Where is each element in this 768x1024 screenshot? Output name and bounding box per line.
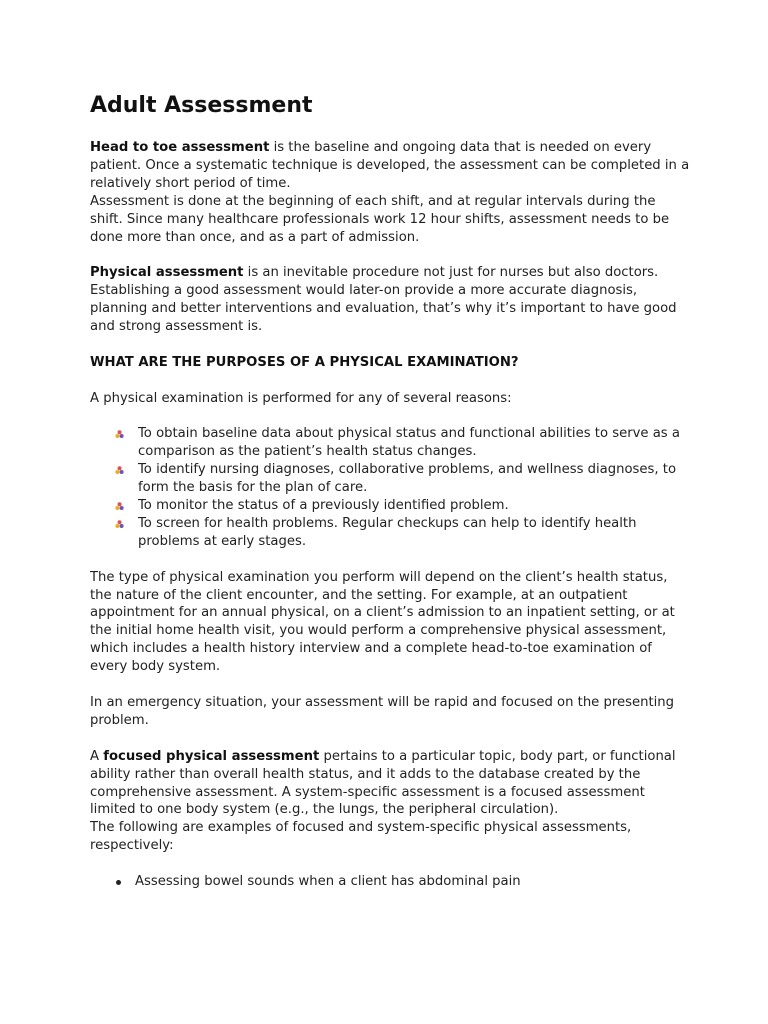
flower-bullet-icon bbox=[115, 520, 124, 529]
reason-text: To obtain baseline data about physical status and functional abilities to serve as a comparison as the patient’s health status changes. bbox=[138, 426, 680, 460]
section-heading: WHAT ARE THE PURPOSES OF A PHYSICAL EXAMINATION? bbox=[90, 354, 519, 370]
flower-bullet-icon bbox=[115, 466, 124, 475]
focused-pre: A bbox=[90, 748, 104, 764]
intro-lead: Head to toe assessment bbox=[90, 140, 270, 155]
bullet-dot-icon bbox=[116, 880, 121, 885]
example-item-1 bbox=[90, 873, 690, 891]
intro-paragraph bbox=[90, 139, 690, 193]
example-text: Assessing bowel sounds when a client has abdominal pain bbox=[135, 874, 521, 890]
reason-item-4 bbox=[90, 515, 690, 551]
reason-item-1 bbox=[90, 425, 690, 461]
focused-lead: focused physical assessment bbox=[103, 748, 320, 764]
reason-text: To screen for health problems. Regular checkups can help to identify health problems at early stages. bbox=[138, 515, 637, 549]
reasons-intro: A physical examination is performed for any of several reasons: bbox=[90, 390, 512, 406]
focused-text: pertains to a particular topic, body part, or functional ability rather than overall health status, and it adds to the database created by the comprehensive assessment. A system-specific assessment is a focused assessment limited to one body system (e.g., the lungs, the peripheral circulation). bbox=[90, 748, 676, 818]
focused-paragraph bbox=[90, 748, 690, 820]
reason-text: To identify nursing diagnoses, collaborative problems, and wellness diagnoses, to form the basis for the plan of care. bbox=[138, 462, 677, 496]
emergency-paragraph: In an emergency situation, your assessment will be rapid and focused on the presenting problem. bbox=[90, 695, 675, 728]
reason-text: To monitor the status of a previously identified problem. bbox=[138, 498, 509, 514]
reason-item-2 bbox=[90, 461, 690, 497]
examples-intro: The following are examples of focused and system-specific physical assessments, respectively: bbox=[90, 820, 632, 854]
flower-bullet-icon bbox=[115, 502, 124, 511]
intro-text: is the baseline and ongoing data that is needed on every patient. Once a systematic technique is developed, the assessment can be completed in a relatively short period of time. bbox=[90, 140, 690, 191]
type-paragraph: The type of physical examination you perform will depend on the client’s health status, the nature of the client encounter, and the setting. For example, at an outpatient appointment for an annual physical, on a client’s admission to an inpatient setting, or at the initial home health visit, you would perform a comprehensive physical assessment, which includes a health history interview and a complete head-to-toe examination of every body system. bbox=[90, 569, 675, 675]
reason-item-3 bbox=[90, 497, 690, 515]
examples-list bbox=[90, 873, 690, 891]
page-title: Adult Assessment bbox=[90, 93, 313, 118]
physical-text: is an inevitable procedure not just for nurses but also doctors. Establishing a good assessment would later-on provide a more accurate diagnosis, planning and better interventions and evaluation, that’s why it’s important to have good and strong assessment is. bbox=[90, 265, 677, 335]
reasons-list bbox=[90, 425, 690, 550]
physical-paragraph bbox=[90, 264, 690, 336]
flower-bullet-icon bbox=[115, 430, 124, 439]
shift-paragraph: Assessment is done at the beginning of each shift, and at regular intervals during the shift. Since many healthcare professionals work 12 hour shifts, assessment needs to be done more than once, and as a part of admission. bbox=[90, 193, 670, 245]
physical-lead: Physical assessment bbox=[90, 265, 244, 281]
document-body bbox=[90, 139, 690, 891]
